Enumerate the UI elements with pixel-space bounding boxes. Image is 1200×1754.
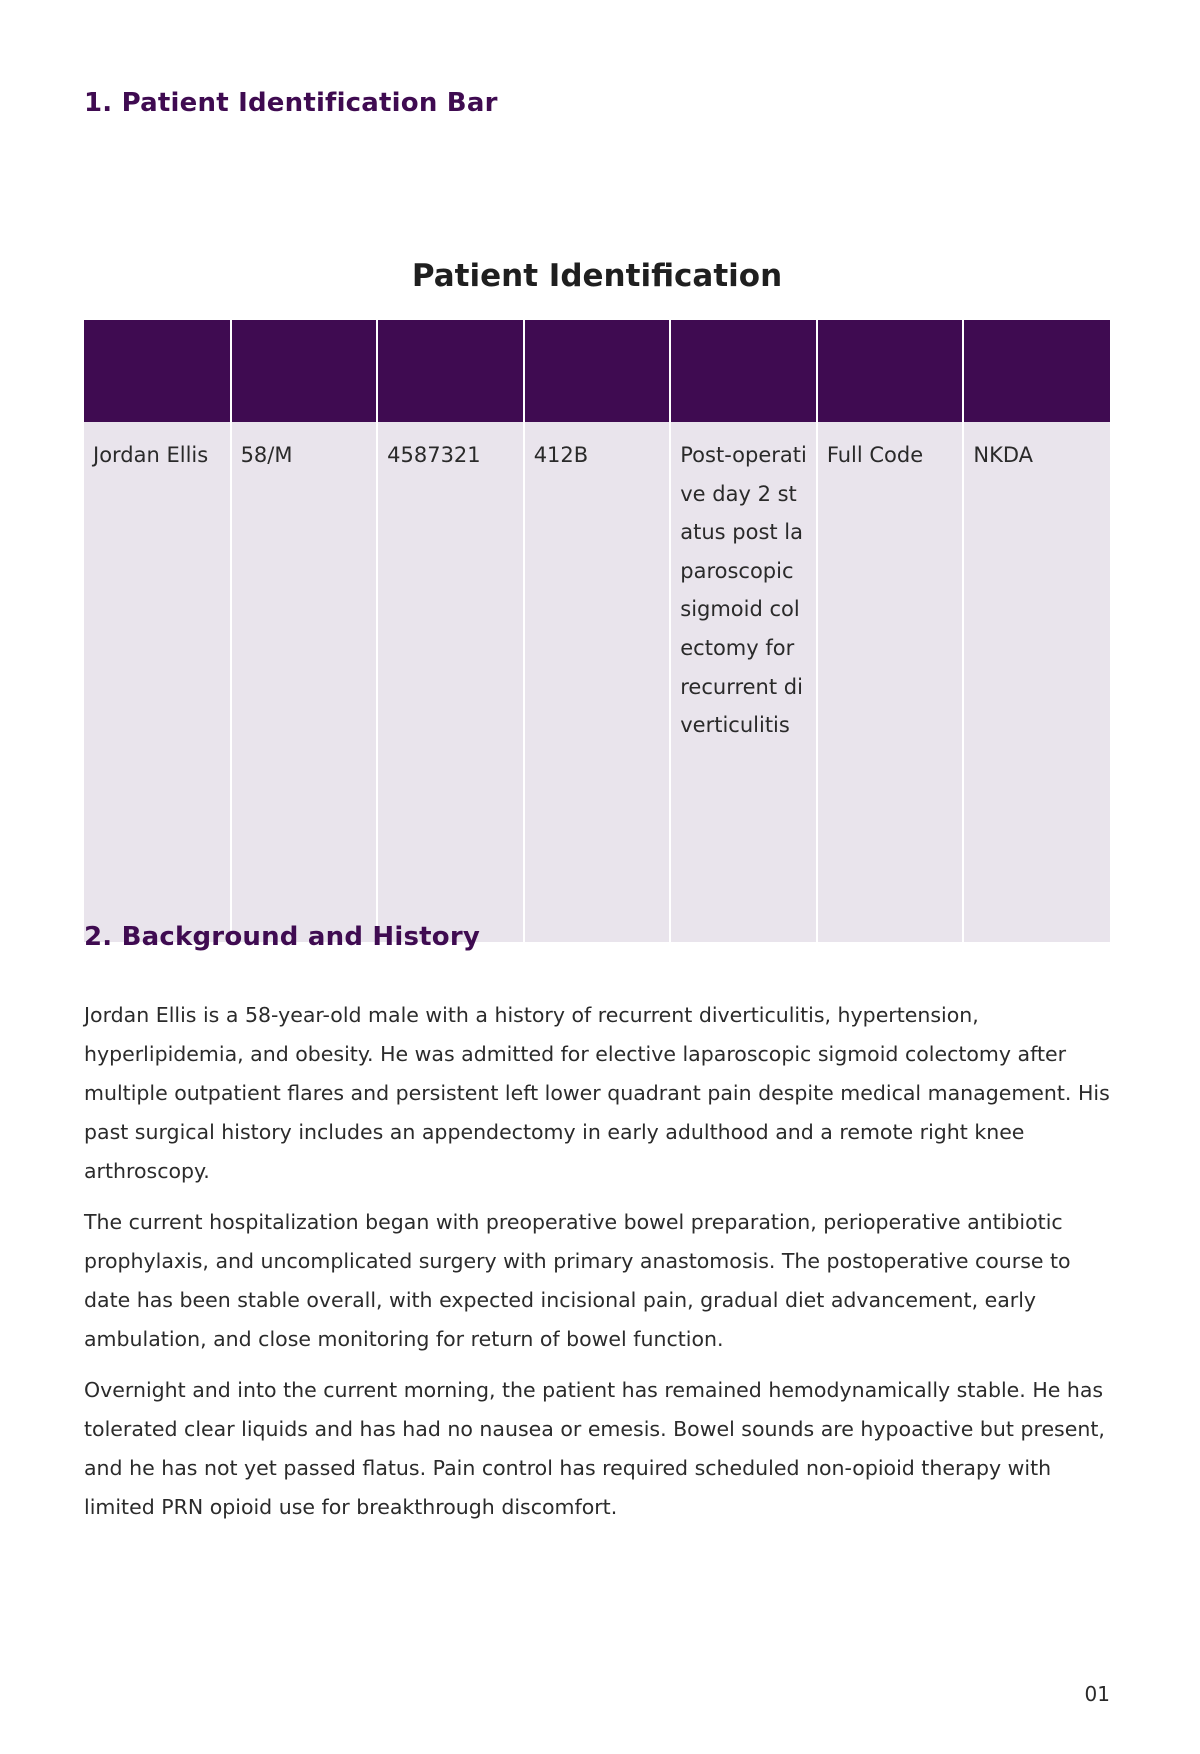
section-heading-background-history: 2. Background and History bbox=[84, 922, 480, 952]
patient-name-cell: Jordan Ellis bbox=[84, 422, 231, 942]
header-cell bbox=[817, 320, 964, 422]
background-text bbox=[84, 996, 1110, 1539]
header-cell bbox=[231, 320, 378, 422]
header-cell bbox=[963, 320, 1110, 422]
paragraph: Jordan Ellis is a 58-year-old male with a history of recurrent diverticulitis, hypertension, hyperlipidemia, and obesity. He was admitted for elective laparoscopic sigmoid colectomy after multiple outpatient flares and persistent left lower quadrant pain despite medical management. His past surgical history includes an appendectomy in early adulthood and a remote right knee arthroscopy. bbox=[84, 1003, 1110, 1183]
table-header-row bbox=[84, 320, 1110, 422]
header-cell bbox=[377, 320, 524, 422]
diagnosis-cell: Post-operative day 2 status post laparoscopic sigmoid colectomy for recurrent diverticulitis bbox=[670, 422, 817, 942]
code-status-cell: Full Code bbox=[817, 422, 964, 942]
paragraph: The current hospitalization began with preoperative bowel preparation, perioperative antibiotic prophylaxis, and uncomplicated surgery with primary anastomosis. The postoperative course to date has been stable overall, with expected incisional pain, gradual diet advancement, early ambulation, and close monitoring for return of bowel function. bbox=[84, 1210, 1071, 1351]
patient-identification-table bbox=[84, 320, 1110, 942]
header-cell bbox=[670, 320, 817, 422]
table-title: Patient Identification bbox=[411, 258, 783, 294]
table-row bbox=[84, 422, 1110, 942]
room-cell: 412B bbox=[524, 422, 671, 942]
header-cell bbox=[524, 320, 671, 422]
allergies-cell: NKDA bbox=[963, 422, 1110, 942]
paragraph: Overnight and into the current morning, the patient has remained hemodynamically stable. He has tolerated clear liquids and has had no nausea or emesis. Bowel sounds are hypoactive but present, and he has not yet passed flatus. Pain control has required scheduled non-opioid therapy with limited PRN opioid use for breakthrough discomfort. bbox=[84, 1378, 1105, 1519]
age-sex-cell: 58/M bbox=[231, 422, 378, 942]
header-cell bbox=[84, 320, 231, 422]
mrn-cell: 4587321 bbox=[377, 422, 524, 942]
section-heading-patient-identification: 1. Patient Identification Bar bbox=[84, 88, 498, 118]
page-number: 01 bbox=[1084, 1682, 1110, 1706]
